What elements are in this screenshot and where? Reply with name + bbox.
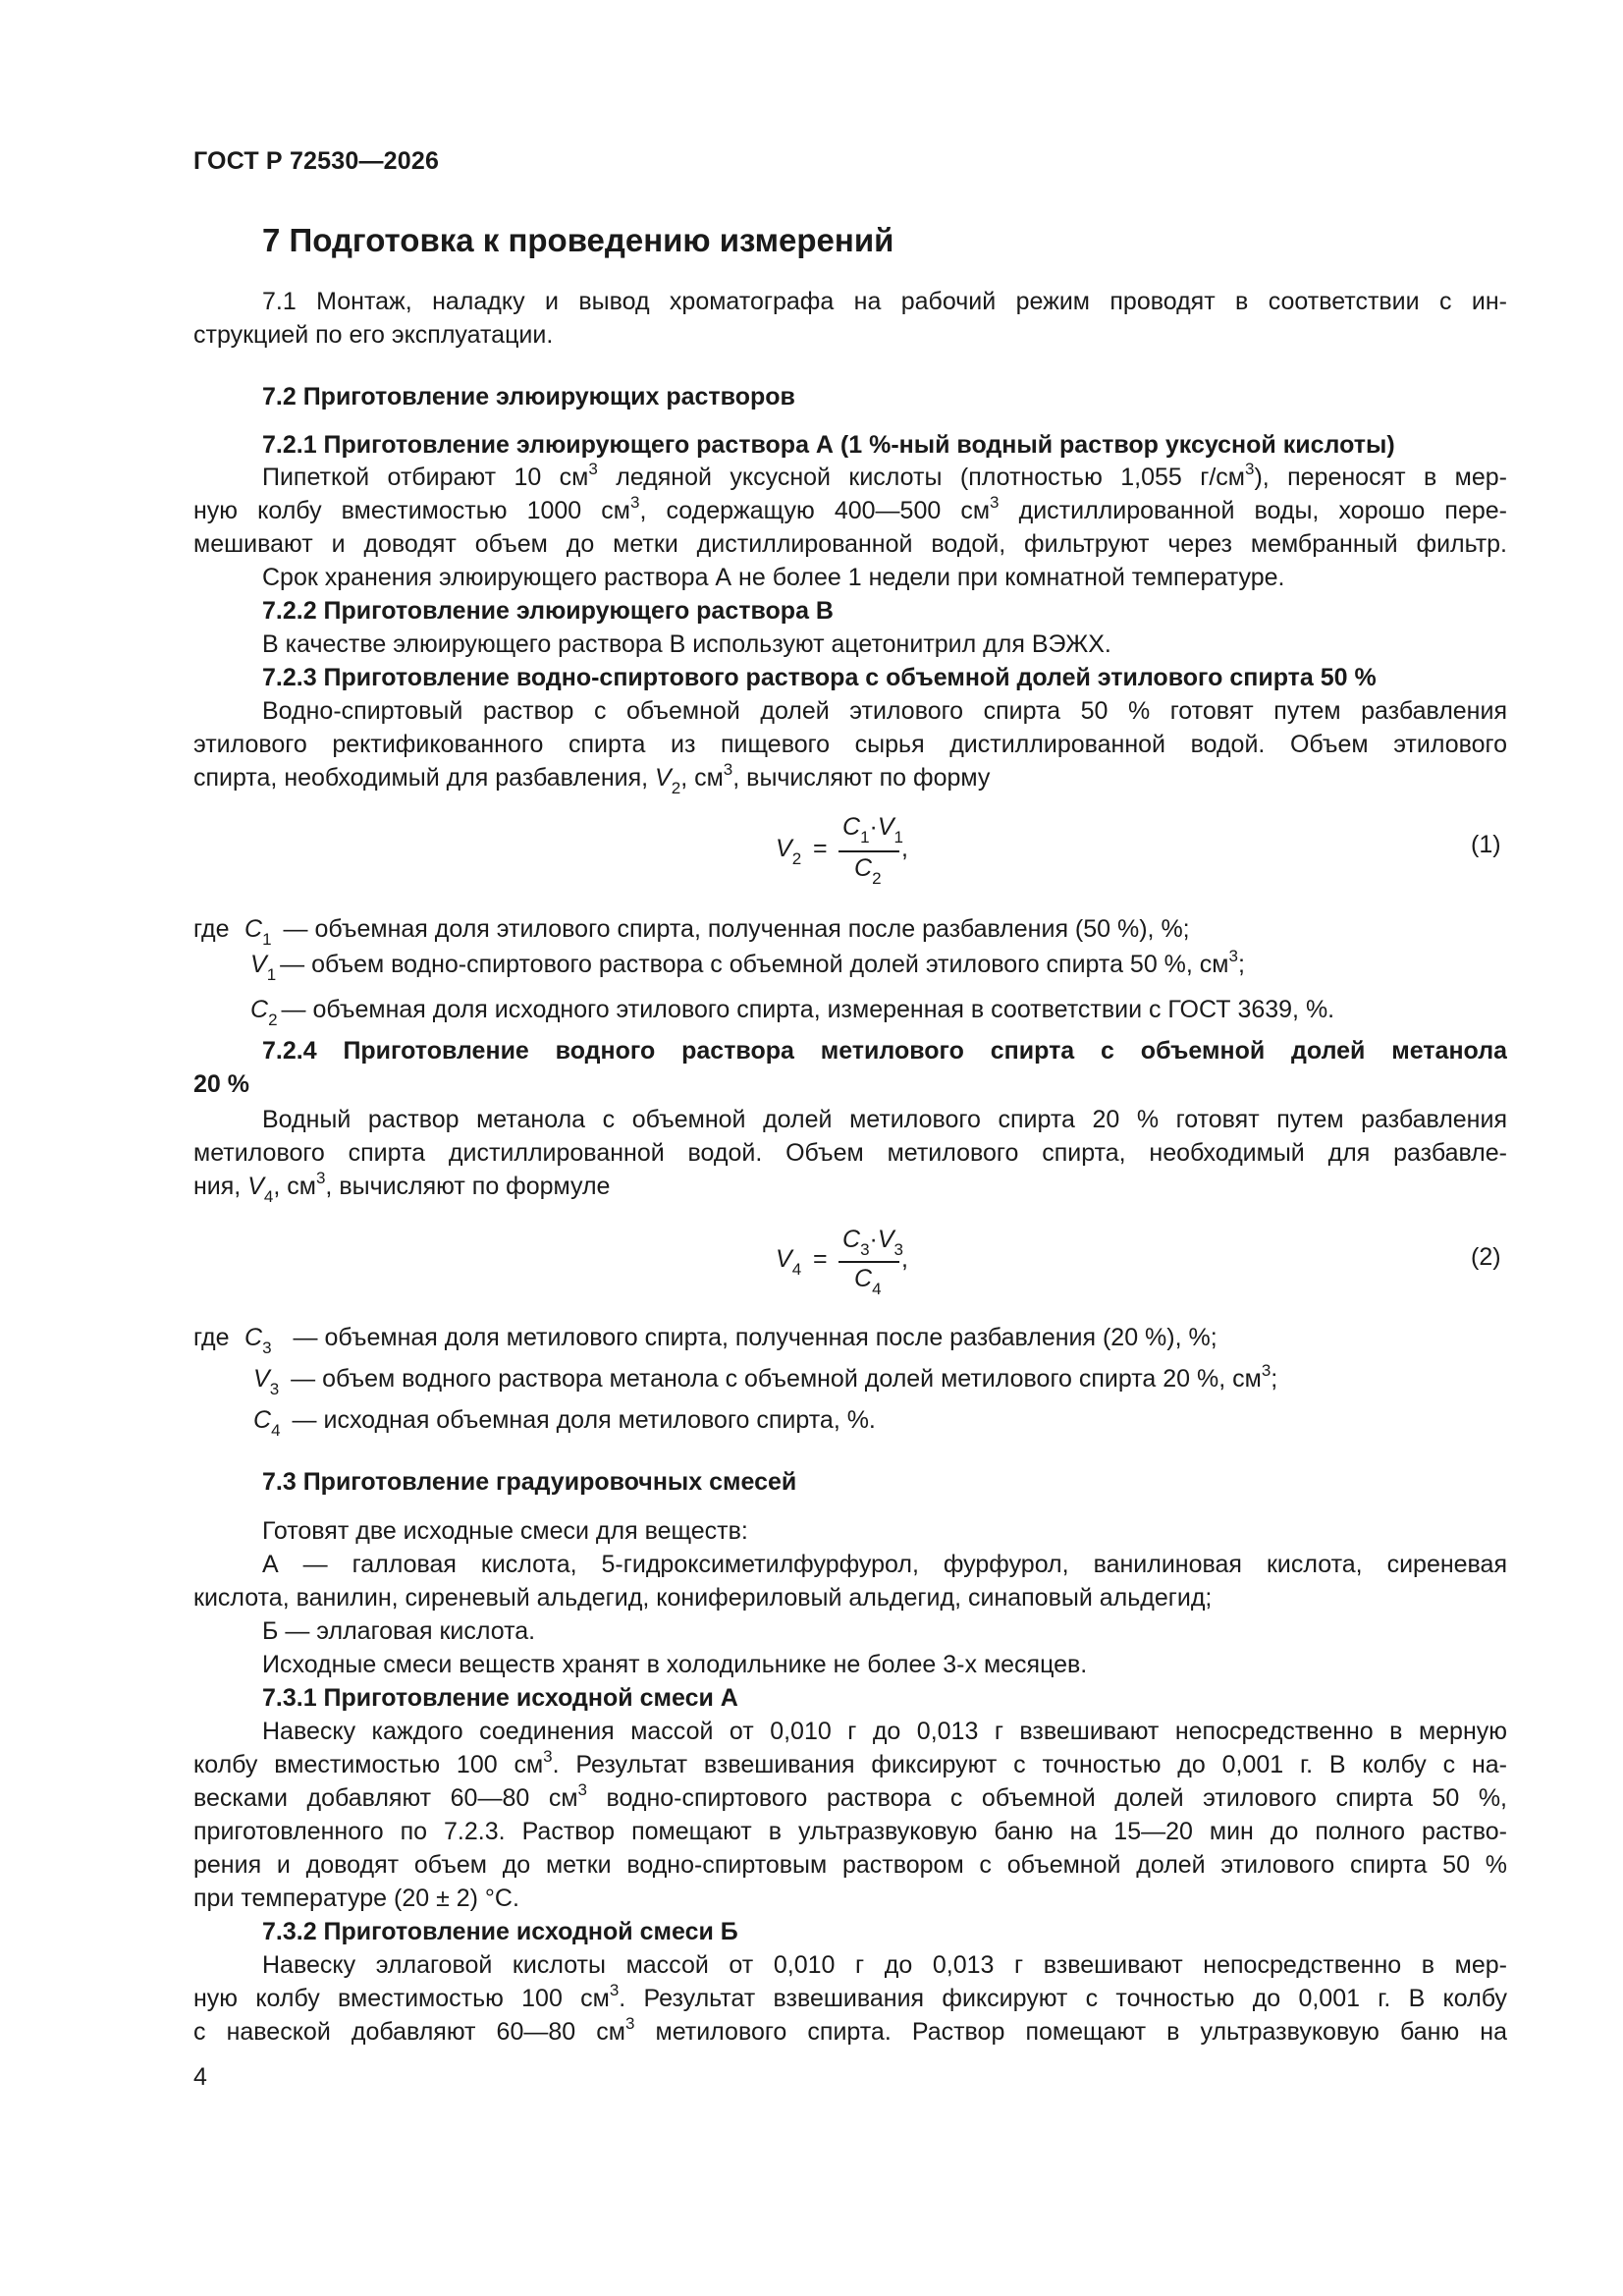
document-code: ГОСТ Р 72530—2026: [193, 147, 440, 175]
paragraph-7-2-2: В качестве элюирующего раствора В используют ацетонитрил для ВЭЖХ.: [262, 630, 1111, 658]
where-1-item: $C_2$ — объемная доля исходного этилового спирта, измеренная в соответствии с ГОСТ 3639, %.: [250, 996, 1335, 1029]
paragraph-7-1-line: струкцией по его эксплуатации.: [193, 321, 554, 349]
page-number: 4: [193, 2063, 207, 2091]
formula-2-number: (2): [1471, 1243, 1501, 1271]
paragraph-7-3-1-line: приготовленного по 7.2.3. Раствор помещают в ультразвуковую баню на 15—20 мин до полного раство-: [193, 1818, 1507, 1845]
heading-7-2: 7.2 Приготовление элюирующих растворов: [262, 383, 795, 410]
section-title: 7 Подготовка к проведению измерений: [262, 222, 894, 258]
paragraph-7-2-1-line: ную колбу вместимостью 1000 $см^3$, содержащую 400—500 $см^3$ дистиллированной воды, хорошо пере-: [193, 495, 1507, 524]
paragraph-7-2-3-line: спирта, необходимый для разбавления, $V_2$, $см^3$, вычисляют по форму: [193, 760, 991, 797]
paragraph-7-3-line: кислота, ванилин, сиреневый альдегид, конифериловый альдегид, синаповый альдегид;: [193, 1584, 1213, 1612]
paragraph-7-3-line: Б — эллаговая кислота.: [262, 1617, 536, 1645]
heading-7-2-4: 20 %: [193, 1070, 249, 1098]
formula-2: $V_4$ = $C_3\cdot V_3$ $C_4$ ,: [776, 1226, 908, 1298]
paragraph-7-3-2-line: ную колбу вместимостью 100 $см^3$. Результат взвешивания фиксируют с точностью до 0,001 г. В колбу: [193, 1983, 1507, 2012]
where-2-item: $C_4$ — исходная объемная доля метилового спирта, %.: [253, 1406, 876, 1440]
paragraph-7-2-4-line: метилового спирта дистиллированной водой. Объем метилового спирта, необходимый для разбавле-: [193, 1139, 1507, 1167]
paragraph-7-2-1-line: Срок хранения элюирующего раствора А не более 1 недели при комнатной температуре.: [262, 564, 1285, 591]
paragraph-7-2-3-line: этилового ректификованного спирта из пищевого сырья дистиллированной водой. Объем этилового: [193, 731, 1507, 758]
where-2-item: гдеC$_3$ — объемная доля метилового спирта, полученная после разбавления (20 %), %;: [193, 1324, 1217, 1357]
paragraph-7-3-1-line: весками добавляют 60—80 $см^3$ водно-спиртового раствора с объемной долей этилового спирта 50 %,: [193, 1782, 1507, 1812]
where-2-item: $V_3$ — объем водного раствора метанола с объемной долей метилового спирта 20 %, $см^3$;: [253, 1361, 1278, 1398]
paragraph-7-3-1-line: рения и доводят объем до метки водно-спиртовым раствором с объемной долей этилового спирта 50 %: [193, 1851, 1507, 1879]
paragraph-7-3-line: Готовят две исходные смеси для веществ:: [262, 1517, 748, 1545]
heading-7-3: 7.3 Приготовление градуировочных смесей: [262, 1468, 797, 1496]
paragraph-7-3-2-line: Навеску эллаговой кислоты массой от 0,010 г до 0,013 г взвешивают непосредственно в мер-: [262, 1951, 1507, 1979]
paragraph-7-1-line: 7.1 Монтаж, наладку и вывод хроматографа на рабочий режим проводят в соответствии с ин-: [262, 288, 1507, 315]
heading-7-2-2: 7.2.2 Приготовление элюирующего раствора В: [262, 597, 834, 625]
heading-7-3-2: 7.3.2 Приготовление исходной смеси Б: [262, 1918, 738, 1945]
where-1-item: $V_1$ — объем водно-спиртового раствора с объемной долей этилового спирта 50 %, $см^3$;: [250, 947, 1245, 984]
paragraph-7-3-1-line: колбу вместимостью 100 $см^3$. Результат взвешивания фиксируют с точностью до 0,001 г. В колбу с на-: [193, 1749, 1507, 1778]
heading-7-2-4: 7.2.4 Приготовление водного раствора метилового спирта с объемной долей метанола: [262, 1037, 1507, 1065]
paragraph-7-2-1-line: мешивают и доводят объем до метки дистиллированной водой, фильтруют через мембранный фильтр.: [193, 530, 1507, 558]
heading-7-3-1: 7.3.1 Приготовление исходной смеси А: [262, 1684, 738, 1712]
paragraph-7-3-line: Исходные смеси веществ хранят в холодильнике не более 3-х месяцев.: [262, 1651, 1088, 1678]
formula-1: $V_2$ = $C_1\cdot V_1$ $C_2$ ,: [776, 813, 908, 888]
paragraph-7-3-line: А — галловая кислота, 5-гидроксиметилфурфурол, фурфурол, ванилиновая кислота, сиреневая: [262, 1551, 1507, 1578]
where-1-item: гдеC$_1$ — объемная доля этилового спирта, полученная после разбавления (50 %), %;: [193, 915, 1190, 949]
paragraph-7-2-1-line: Пипеткой отбирают 10 $см^3$ ледяной уксусной кислоты (плотностью 1,055 $г/см^3$), переносят в мер-: [262, 462, 1507, 491]
paragraph-7-2-3-line: Водно-спиртовый раствор с объемной долей этилового спирта 50 % готовят путем разбавления: [262, 697, 1507, 725]
heading-7-2-3: 7.2.3 Приготовление водно-спиртового раствора с объемной долей этилового спирта 50 %: [262, 664, 1377, 691]
heading-7-2-1: 7.2.1 Приготовление элюирующего раствора А (1 %-ный водный раствор уксусной кислоты): [262, 431, 1395, 459]
paragraph-7-3-1-line: Навеску каждого соединения массой от 0,010 г до 0,013 г взвешивают непосредственно в мерную: [262, 1718, 1507, 1745]
paragraph-7-2-4-line: Водный раствор метанола с объемной долей метилового спирта 20 % готовят путем разбавления: [262, 1106, 1507, 1133]
formula-1-number: (1): [1471, 831, 1501, 858]
paragraph-7-3-2-line: с навеской добавляют 60—80 $см^3$ метилового спирта. Раствор помещают в ультразвуковую баню на: [193, 2016, 1507, 2046]
paragraph-7-3-1-line: при температуре (20 ± 2) °С.: [193, 1885, 519, 1912]
paragraph-7-2-4-line: ния, $V_4$, $см^3$, вычисляют по формуле: [193, 1169, 611, 1206]
